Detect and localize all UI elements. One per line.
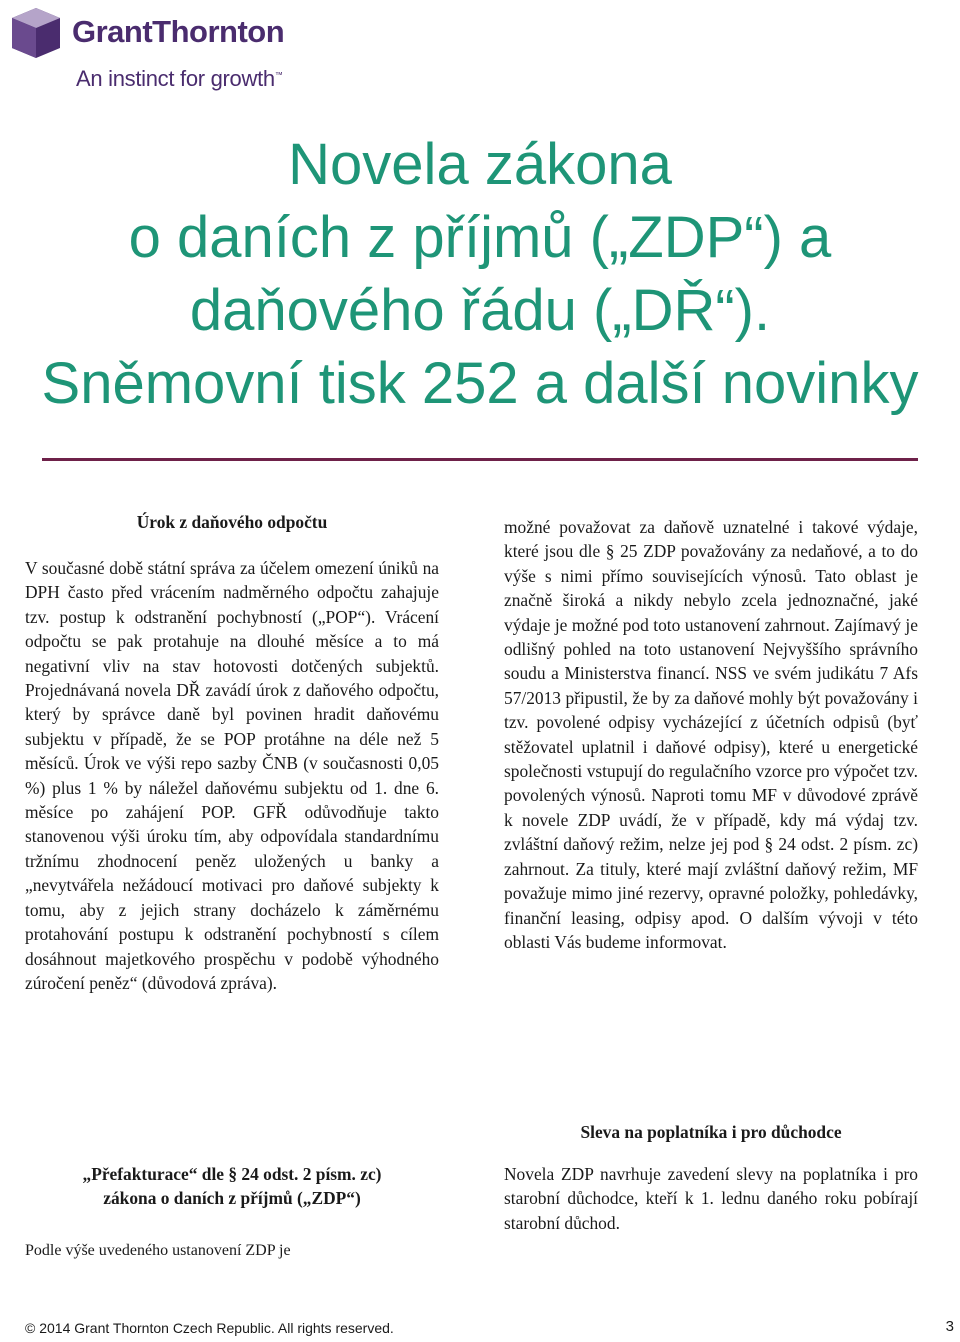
- title-line-3: daňového řádu („DŘ“).: [189, 278, 771, 343]
- section-heading-prefakturace: [25, 1162, 439, 1210]
- title-line-2: o daních z příjmů („ZDP“) a: [128, 205, 832, 270]
- section-urok: [25, 510, 439, 995]
- section-prefakturace-continued: [504, 515, 918, 954]
- logo-name: GrantThornton: [72, 14, 285, 49]
- title-line-1: Novela zákona: [288, 132, 672, 197]
- title-divider: [42, 458, 918, 461]
- section-prefakturace: [25, 1162, 439, 1260]
- title-line-4: Sněmovní tisk 252 a další novinky: [41, 351, 919, 416]
- footer-copyright: © 2014 Grant Thornton Czech Republic. All rights reserved.: [25, 1320, 394, 1336]
- section-heading-sleva: Sleva na poplatníka i pro důchodce: [580, 1122, 842, 1142]
- section-text-prefakturace: Podle výše uvedeného ustanovení ZDP je: [25, 1242, 291, 1259]
- grant-thornton-logo-mark-icon: [6, 4, 66, 62]
- document-title: [10, 128, 950, 420]
- section-heading-urok: Úrok z daňového odpočtu: [136, 512, 328, 532]
- logo-tagline: An instinct for growth™: [76, 66, 283, 91]
- section-text-continued: možné považovat za daňově uznatelné i takové výdaje, které jsou dle § 25 ZDP považovány za nedaňové, a to do výše s nimi přímo souvisejících výnosů. Tato oblast je značně široká a nikdy nebylo zcela jednoznačné, jaké výdaje je možné pod toto ustanovení zahrnout. Zajímavý je odlišný pohled na toto ustanovení Nejvyššího správního soudu a Ministerstva financí. NSS ve svém judikátu 7 Afs 57/2013 připustil, že by za daňové mohly být považovány i tzv. povolené odpisy vycházející z účetních odpisů (byť stěžovatel uplatnil i daňové odpisy), které u energetické společnosti vstupují do regulačního vzorce pro výpočet tzv. povolených výnosů. Naproti tomu MF v důvodové zprávě k novele ZDP uvádí, že v případě, kdy má výdaj tzv. zvláštní daňový režim, nelze jej pod § 24 odst. 2 písm. zc) zahrnout. Za tituly, které mají zvláštní daňový režim, MF považuje mimo jiné rezervy, opravné položky, pohledávky, finanční leasing, odpisy apod. O dalším vývoji v této oblasti Vás budeme informovat.: [504, 517, 918, 952]
- section-text-sleva: Novela ZDP navrhuje zavedení slevy na poplatníka i pro starobní důchodce, kteří k 1. lednu daného roku pobírají starobní důchod.: [504, 1164, 918, 1233]
- heading-prefakturace-line-2: zákona o daních z příjmů („ZDP“): [103, 1188, 361, 1208]
- page-number: 3: [945, 1318, 954, 1335]
- heading-prefakturace-line-1: „Přefakturace“ dle § 24 odst. 2 písm. zc): [82, 1164, 382, 1184]
- section-text-urok: V současné době státní správa za účelem omezení úniků na DPH často před vrácením nadměrného odpočtu zahajuje tzv. postup k odstranění pochybností („POP“). Vrácení odpočtu se pak protahuje na dlouhé měsíce a to má negativní vliv na stav hotovosti dotčených subjektů. Projednávaná novela DŘ zavádí úrok z daňového odpočtu, který by správce daně byl povinen hradit daňovému subjektu v případě, že se POP protáhne na déle než 5 měsíců. Úrok ve výši repo sazby ČNB (v současnosti 0,05 %) plus 1 % by náležel daňovému subjektu od 1. dne 6. měsíce po zahájení POP. GFŘ odůvodňuje takto stanovenou výši úroku tím, aby odpovídala standardnímu tržnímu zhodnocení peněz uložených u banky a „nevytvářela nežádoucí motivaci pro daňové subjekty k tomu, aby z jejich strany docházelo k záměrnému protahování postupu k odstranění pochybností s cílem dosáhnout majetkového prospěchu v podobě výhodného zúročení peněz“ (důvodová zpráva).: [25, 558, 439, 993]
- section-sleva: [504, 1120, 918, 1235]
- grant-thornton-logo: [6, 4, 306, 100]
